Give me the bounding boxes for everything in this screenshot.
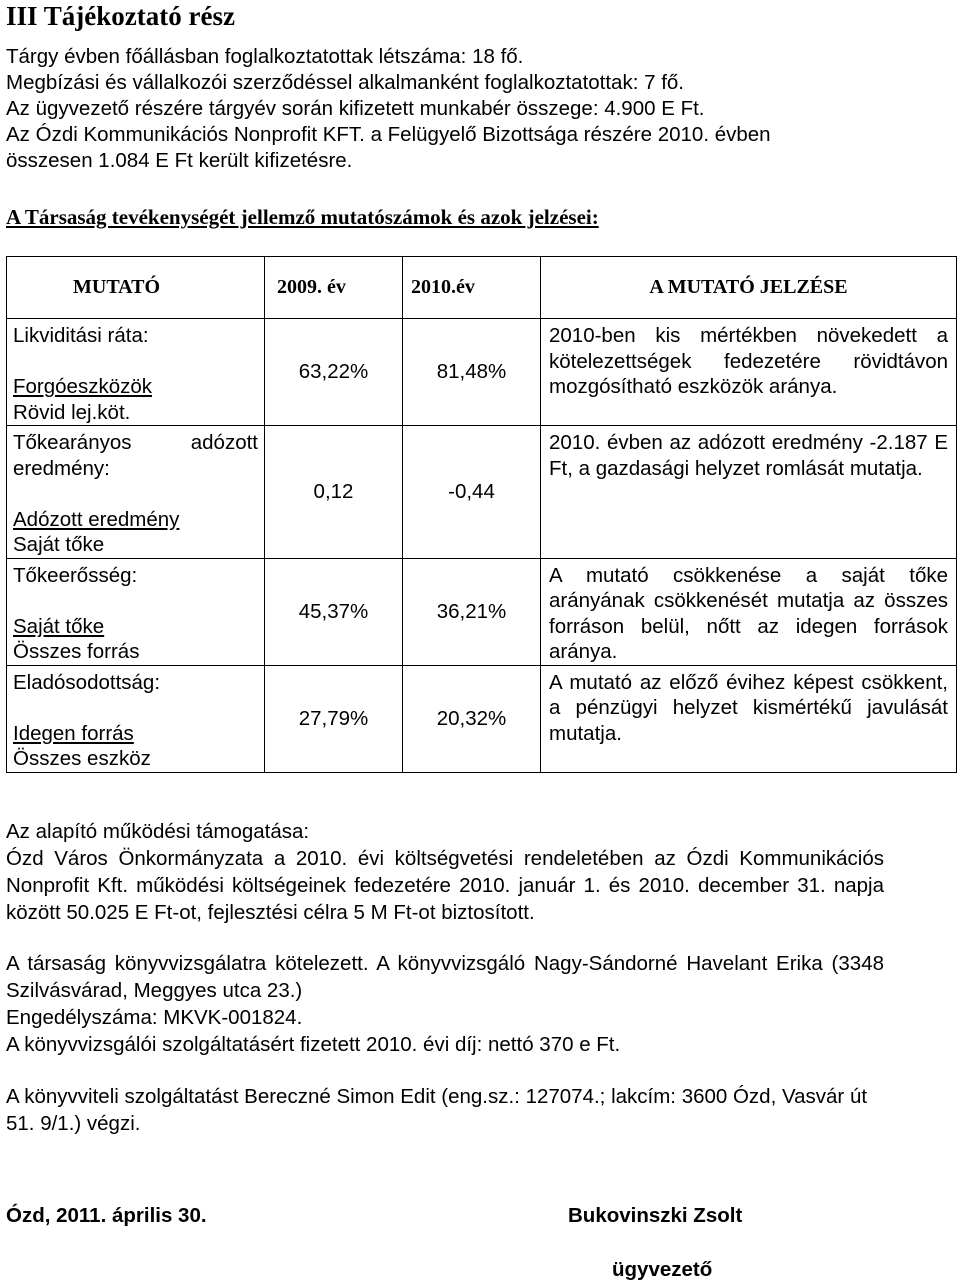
table-row xyxy=(7,319,957,426)
section-heading: III Tájékoztató rész xyxy=(6,1,235,31)
audit-fee: A könyvvizsgálói szolgáltatásért fizetett 2010. évi díj: nettó 370 e Ft. xyxy=(6,1033,621,1056)
indicator-denominator: Összes forrás xyxy=(13,640,140,663)
intro-line: Megbízási és vállalkozói szerződéssel alkalmanként foglalkoztatottak: 7 fő. xyxy=(6,71,684,94)
indicator-cell xyxy=(7,426,265,559)
intro-line: Az ügyvezető részére tárgyév során kifizetett munkabér összege: 4.900 E Ft. xyxy=(6,97,705,120)
value-2009: 0,12 xyxy=(265,426,403,559)
bookkeeping-section xyxy=(6,1083,884,1137)
indicator-name: Likviditási ráta: xyxy=(13,324,149,347)
value-2009: 63,22% xyxy=(265,319,403,426)
support-title: Az alapító működési támogatása: xyxy=(6,820,310,843)
indicator-numerator: Saját tőke xyxy=(13,614,105,638)
table-row xyxy=(7,665,957,772)
indicator-description: 2010. évben az adózott eredmény -2.187 E Ft, a gazdasági helyzet romlását mutatja. xyxy=(541,426,957,559)
header-indicator: MUTATÓ xyxy=(7,257,265,319)
header-2010: 2010.év xyxy=(403,257,541,319)
indicator-description: A mutató csökkenése a saját tőke arányának csökkenését mutatja az összes forráson belül, nőtt az idegen források aránya. xyxy=(541,558,957,665)
bookkeeping-text: A könyvviteli szolgáltatást Bereczné Simon Edit (eng.sz.: 127074.; lakcím: 3600 Ózd, Vasvár út 51. 9/1.) végzi. xyxy=(6,1085,868,1135)
support-text: Ózd Város Önkormányzata a 2010. évi költségvetési rendeletében az Ózdi Kommunikációs Nonprofit Kft. működési költségeinek fedezetére 2010. január 1. és 2010. december 31. napja között 50.025 E Ft-ot, fejlesztési célra 5 M Ft-ot biztosított. xyxy=(6,847,884,924)
indicators-table xyxy=(6,256,957,773)
audit-text: A társaság könyvvizsgálatra kötelezett. A könyvvizsgáló Nagy-Sándorné Havelant Erika (3348 Szilvásvárad, Meggyes utca 23.) xyxy=(6,952,884,1002)
value-2010: 36,21% xyxy=(403,558,541,665)
audit-section xyxy=(6,950,884,1058)
indicator-name-cont: eredmény: xyxy=(13,456,110,480)
indicator-denominator: Rövid lej.köt. xyxy=(13,400,131,424)
signature-name: Bukovinszki Zsolt xyxy=(568,1204,743,1227)
indicator-cell xyxy=(7,665,265,772)
audit-license: Engedélyszáma: MKVK-001824. xyxy=(6,1006,303,1029)
indicator-name: Tőkearányos adózott xyxy=(13,431,258,454)
intro-line: Tárgy évben főállásban foglalkoztatottak létszáma: 18 fő. xyxy=(6,45,524,68)
signature-role: ügyvezető xyxy=(612,1258,713,1281)
signature-place-date: Ózd, 2011. április 30. xyxy=(6,1204,207,1227)
table-row xyxy=(7,426,957,559)
indicator-cell xyxy=(7,558,265,665)
indicator-numerator: Adózott eredmény xyxy=(13,507,180,531)
value-2010: -0,44 xyxy=(403,426,541,559)
indicator-numerator: Forgóeszközök xyxy=(13,375,153,398)
value-2009: 27,79% xyxy=(265,665,403,772)
intro-paragraph xyxy=(6,44,946,174)
intro-line: Az Ózdi Kommunikációs Nonprofit KFT. a Felügyelő Bizottsága részére 2010. évben xyxy=(6,123,771,146)
indicator-denominator: Saját tőke xyxy=(13,533,105,556)
table-header-row xyxy=(7,257,957,319)
header-signal: A MUTATÓ JELZÉSE xyxy=(541,257,957,319)
value-2010: 81,48% xyxy=(403,319,541,426)
value-2010: 20,32% xyxy=(403,665,541,772)
support-section xyxy=(6,818,884,926)
indicator-name: Tőkeerősség: xyxy=(13,563,138,587)
indicator-numerator: Idegen forrás xyxy=(13,721,134,745)
indicators-subtitle: A Társaság tevékenységét jellemző mutatószámok és azok jelzései: xyxy=(6,205,599,229)
table-row xyxy=(7,558,957,665)
indicator-name: Eladósodottság: xyxy=(13,670,161,694)
indicator-description: 2010-ben kis mértékben növekedett a kötelezettségek fedezetére rövidtávon mozgósítható eszközök aránya. xyxy=(541,319,957,426)
intro-line: összesen 1.084 E Ft került kifizetésre. xyxy=(6,149,353,172)
value-2009: 45,37% xyxy=(265,558,403,665)
indicator-cell xyxy=(7,319,265,426)
indicator-description: A mutató az előző évihez képest csökkent, a pénzügyi helyzet kismértékű javulását mutatja. xyxy=(541,665,957,772)
indicator-denominator: Összes eszköz xyxy=(13,747,151,770)
header-2009: 2009. év xyxy=(265,257,403,319)
